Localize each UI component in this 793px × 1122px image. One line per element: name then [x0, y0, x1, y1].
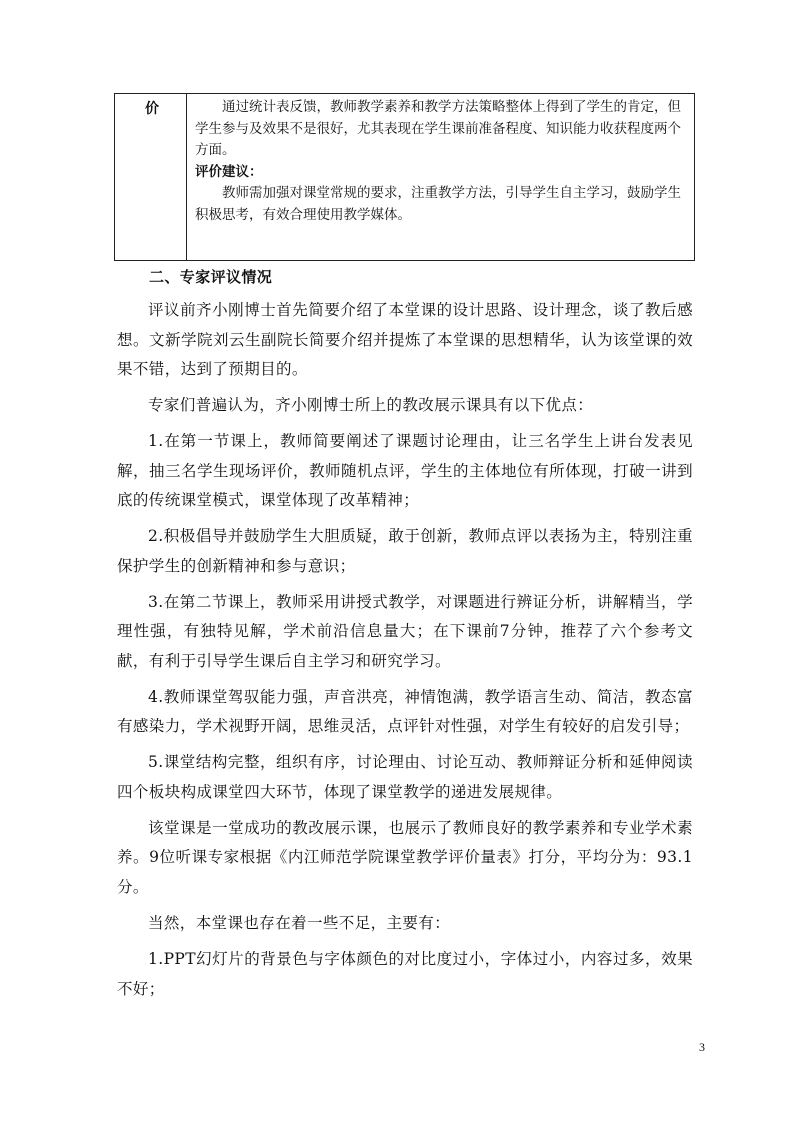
suggestion-heading: 评价建议： — [195, 163, 263, 180]
page-number: 3 — [699, 1040, 705, 1054]
paragraph: 评议前齐小刚博士首先简要介绍了本堂课的设计思路、设计理念，谈了教后感想。文新学院刘云生副院长简要介绍并提炼了本堂课的思想精华，认为该堂课的效果不错，达到了预期目的。 — [117, 301, 693, 378]
paragraph: 该堂课是一堂成功的教改展示课，也展示了教师良好的教学素养和专业学术素养。9位听课专家根据《内江师范学院课堂教学评价量表》打分，平均分为：93.1分。 — [117, 819, 693, 896]
paragraph: 2.积极倡导并鼓励学生大胆质疑，敢于创新，教师点评以表扬为主，特别注重保护学生的创新精神和参与意识； — [117, 527, 693, 575]
paragraph: 1.PPT幻灯片的背景色与字体颜色的对比度过小，字体过小，内容过多，效果不好； — [117, 950, 693, 998]
paragraph: 1.在第一节课上，教师简要阐述了课题讨论理由，让三名学生上讲台发表见解，抽三名学生现场评价，教师随机点评，学生的主体地位有所体现，打破一讲到底的传统课堂模式，课堂体现了改革精神； — [117, 432, 693, 510]
paragraph: 5.课堂结构完整，组织有序，讨论理由、讨论互动、教师辩证分析和延伸阅读四个板块构成课堂四大环节，体现了课堂教学的递进发展规律。 — [117, 753, 693, 801]
paragraph: 4.教师课堂驾驭能力强，声音洪亮，神情饱满，教学语言生动、简洁，教态富有感染力，学术视野开阔，思维灵活，点评针对性强，对学生有较好的启发引导； — [117, 687, 693, 736]
table-label: 价 — [145, 101, 159, 117]
paragraph: 当然，本堂课也存在着一些不足，主要有： — [148, 913, 451, 932]
expert-review-section — [117, 263, 693, 1011]
paragraph: 专家们普遍认为，齐小刚博士所上的教改展示课具有以下优点： — [148, 396, 594, 415]
suggestion-paragraph: 教师需加强对课堂常规的要求，注重教学方法，引导学生自主学习，鼓励学生积极思考，有效合理使用教学媒体。 — [195, 185, 681, 223]
evaluation-table — [114, 93, 695, 261]
section-title: 二、专家评议情况 — [149, 268, 273, 286]
table-content-cell — [187, 94, 694, 260]
table-label-cell — [115, 94, 187, 260]
feedback-paragraph: 通过统计表反馈，教师教学素养和教学方法策略整体上得到了学生的肯定，但学生参与及效果不是很好，尤其表现在学生课前准备程度、知识能力收获程度两个方面。 — [195, 99, 681, 158]
paragraph: 3.在第二节课上，教师采用讲授式教学，对课题进行辨证分析，讲解精当，学理性强，有独特见解，学术前沿信息量大；在下课前7分钟，推荐了六个参考文献，有利于引导学生课后自主学习和研究学习。 — [117, 592, 693, 670]
